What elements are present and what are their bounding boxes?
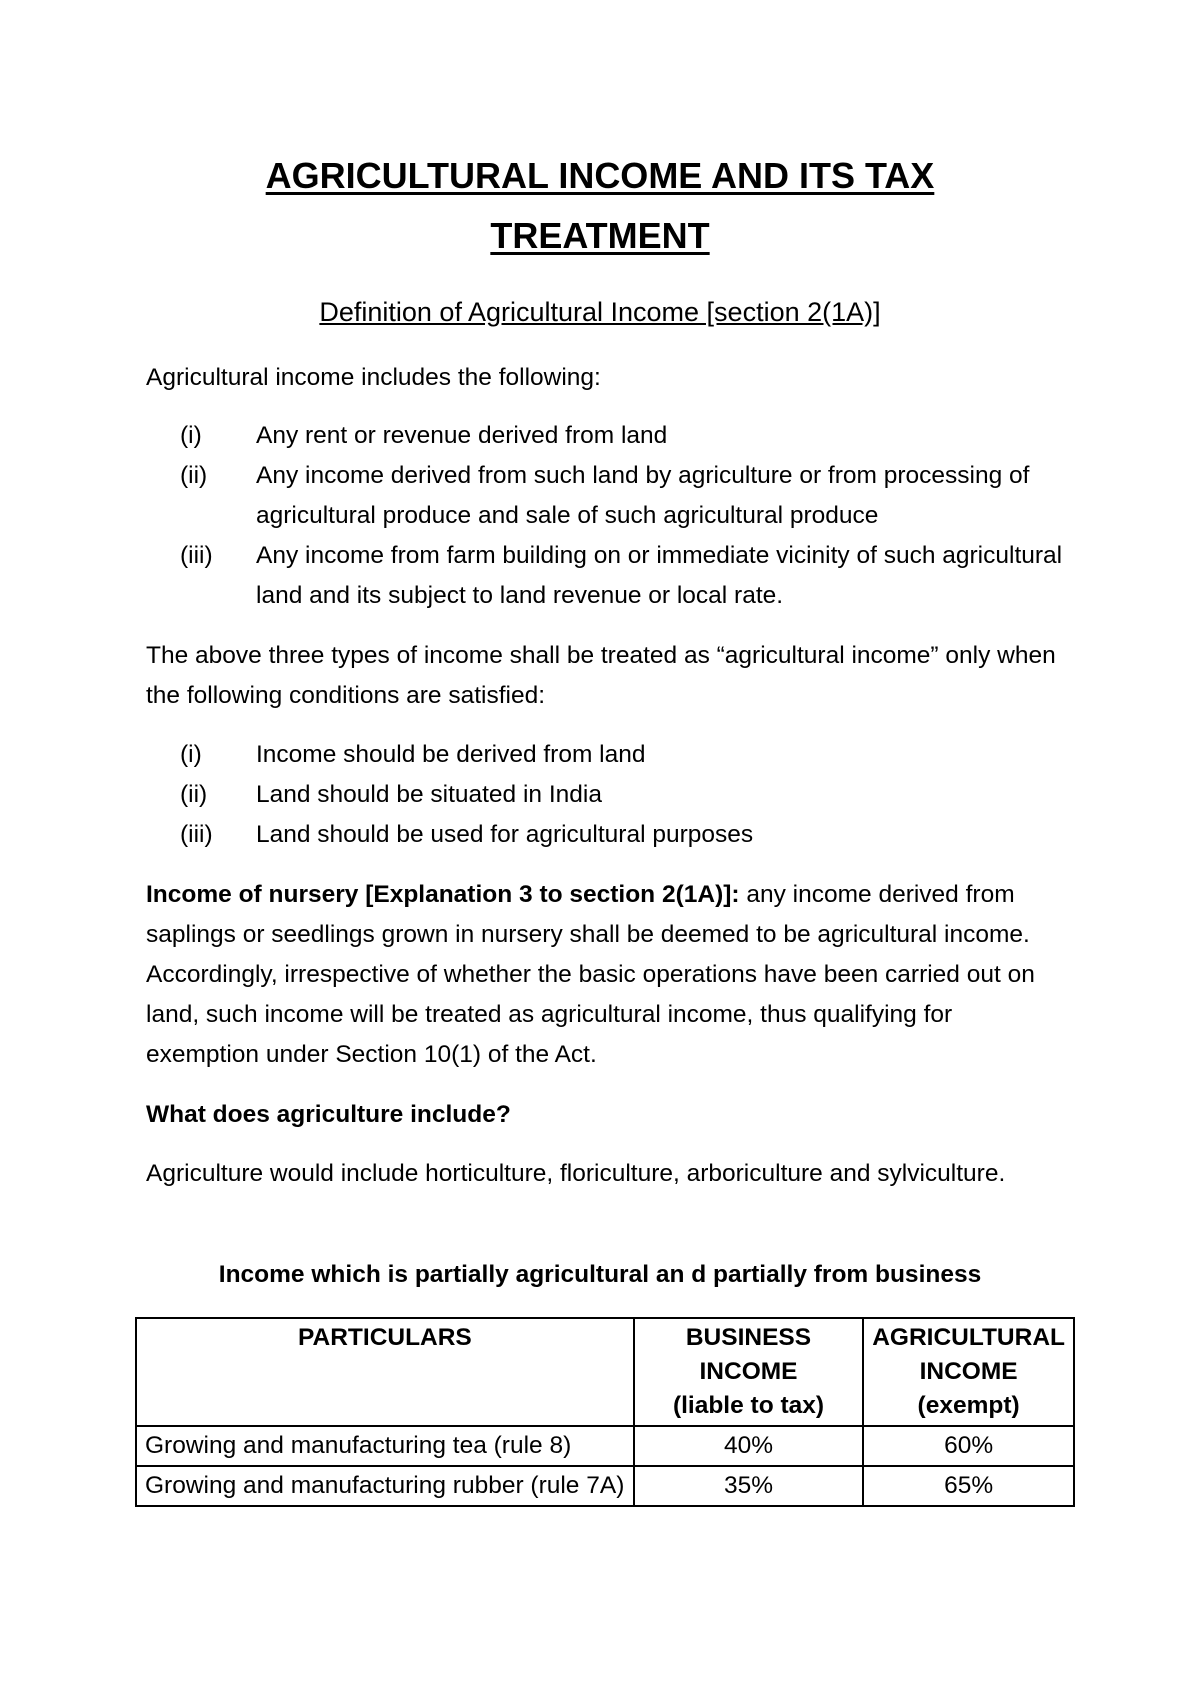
table-heading: Income which is partially agricultural an d partially from business	[218, 1261, 982, 1288]
agriculture-paragraph: Agriculture would include horticulture, floriculture, arboriculture and sylviculture.	[146, 1160, 1006, 1187]
header-line: BUSINESS	[685, 1324, 812, 1351]
header-business-income	[634, 1318, 863, 1426]
header-line: PARTICULARS	[298, 1324, 472, 1351]
cell-business: 35%	[634, 1466, 863, 1506]
list-item-number: (ii)	[180, 781, 208, 808]
list-item	[146, 735, 1076, 775]
cell-business: 40%	[634, 1426, 863, 1466]
header-line: AGRICULTURAL	[872, 1324, 1065, 1351]
list-item-text: Land should be situated in India	[256, 781, 602, 808]
header-line: INCOME	[699, 1358, 798, 1385]
table-row	[136, 1466, 1074, 1506]
agriculture-heading: What does agriculture include?	[146, 1101, 511, 1128]
document-title-line-2: TREATMENT	[490, 215, 710, 256]
list-item	[146, 456, 1076, 536]
list-item-number: (ii)	[180, 462, 208, 489]
list-item	[146, 775, 1076, 815]
table-row	[136, 1426, 1074, 1466]
intro-paragraph: Agricultural income includes the following:	[146, 364, 601, 391]
list-item-number: (i)	[180, 422, 202, 449]
conditions-intro-paragraph: The above three types of income shall be treated as “agricultural income” only when the following conditions are satisfied:	[146, 642, 1056, 709]
list-item-text: Land should be used for agricultural purposes	[256, 821, 754, 848]
cell-agricultural: 65%	[863, 1466, 1074, 1506]
conditions-list	[146, 735, 1076, 855]
cell-particulars: Growing and manufacturing rubber (rule 7A)	[136, 1466, 634, 1506]
list-item-text: Any income derived from such land by agriculture or from processing of agricultural produce and sale of such agricultural produce	[256, 462, 1030, 529]
includes-list	[146, 416, 1076, 616]
list-item-number: (iii)	[180, 821, 213, 848]
nursery-body: any income derived from saplings or seedlings grown in nursery shall be deemed to be agricultural income. Accordingly, irrespective of whether the basic operations have been carried out on land, such income will be treated as agricultural income, thus qualifying for exemption under Section 10(1) of the Act.	[146, 881, 1035, 1068]
table-header-row	[136, 1318, 1074, 1426]
header-line: (exempt)	[917, 1392, 1020, 1419]
nursery-paragraph	[146, 875, 1066, 1075]
list-item-text: Any income from farm building on or immediate vicinity of such agricultural land and its subject to land revenue or local rate.	[256, 542, 1063, 609]
list-item	[146, 536, 1076, 616]
header-particulars	[136, 1318, 634, 1426]
list-item-number: (i)	[180, 741, 202, 768]
list-item-text: Income should be derived from land	[256, 741, 646, 768]
section-subtitle: Definition of Agricultural Income [section 2(1A)]	[319, 297, 881, 327]
cell-agricultural: 60%	[863, 1426, 1074, 1466]
list-item-text: Any rent or revenue derived from land	[256, 422, 668, 449]
income-split-table	[135, 1317, 1075, 1507]
document-title-line-1: AGRICULTURAL INCOME AND ITS TAX	[265, 155, 935, 196]
list-item	[146, 416, 1076, 456]
list-item-number: (iii)	[180, 542, 213, 569]
cell-particulars: Growing and manufacturing tea (rule 8)	[136, 1426, 634, 1466]
list-item	[146, 815, 1076, 855]
header-line: (liable to tax)	[672, 1392, 825, 1419]
header-line: INCOME	[919, 1358, 1018, 1385]
header-agricultural-income	[863, 1318, 1074, 1426]
nursery-heading: Income of nursery [Explanation 3 to section 2(1A)]:	[146, 881, 740, 908]
